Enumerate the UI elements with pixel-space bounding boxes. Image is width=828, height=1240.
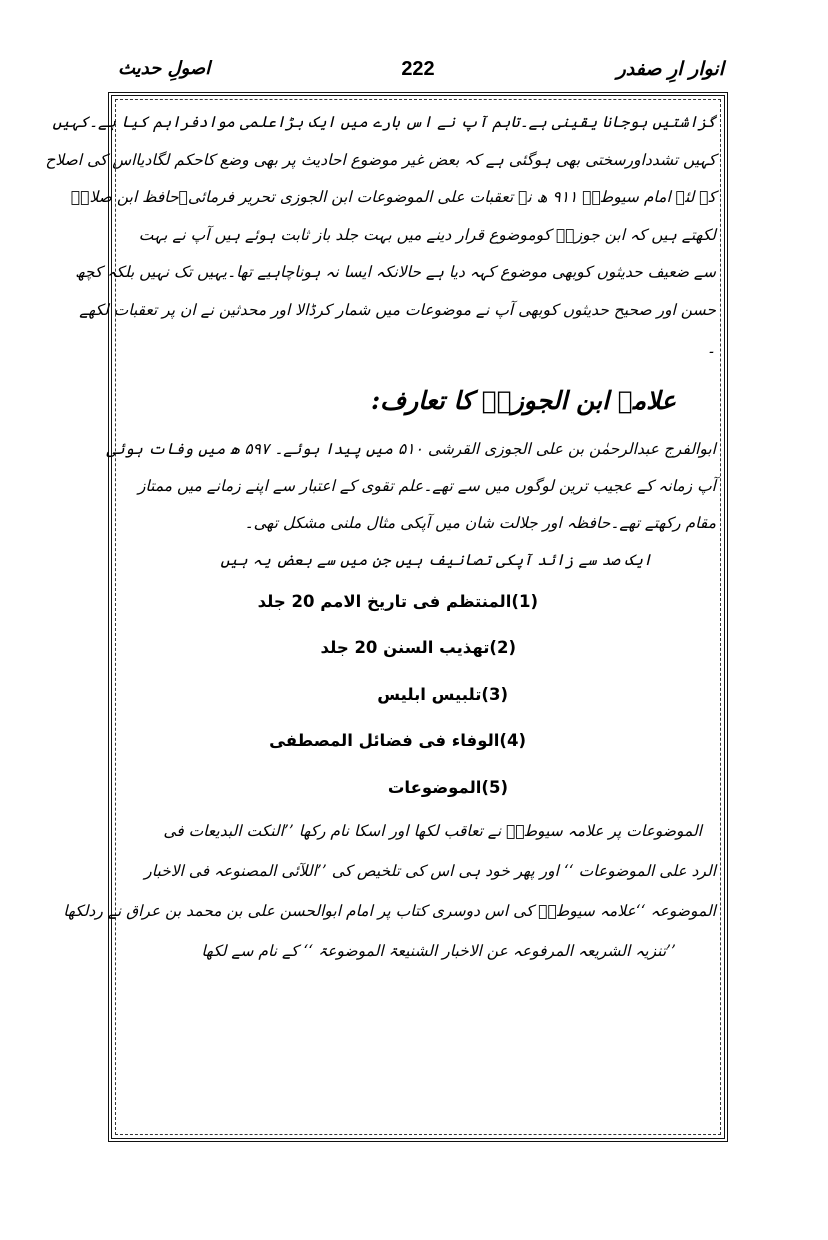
book-item: (4)الوفاء فی فضائل المصطفی bbox=[269, 731, 526, 750]
section-heading: علامہ ابن الجوزیؒ کا تعارف: bbox=[370, 385, 676, 415]
text-line: حسن اور صحیح حدیثوں کوبھی آپ نے موضوعات میں شمار کرڈالا اور محدثین نے ان پر تعقبات لکھے bbox=[79, 300, 716, 319]
paragraph-biography bbox=[106, 431, 716, 579]
paragraph-end-mark: ۔ bbox=[706, 338, 716, 357]
book-item: (1)المنتظم فی تاریخ الامم 20 جلد bbox=[257, 591, 538, 611]
text-line: کہیں تشدداورسختی بھی ہوگئی ہے کہ بعض غیر موضوع احادیث پر بھی وضع کاحکم لگادیااس کی اصلاح bbox=[45, 150, 716, 169]
text-line: ابوالفرج عبدالرحمٰن بن علی الجوزی القرشی ۵۱۰ میں پیدا ہوئے۔ ۵۹۷ ھ میں وفات ہوئی bbox=[106, 439, 716, 458]
text-line: کے لئے امام سیوطیؒ ۹۱۱ ھ نے تعقبات علی الموضوعات ابن الجوزی تحریر فرمائی۔حافظ ابن صلاحؒ bbox=[70, 188, 716, 206]
page-header bbox=[108, 58, 728, 92]
paragraph-criticism bbox=[45, 104, 716, 367]
paragraph-closing bbox=[63, 811, 716, 971]
text-line: الموضوعہ ‘‘علامہ سیوطیؒ کی اس دوسری کتاب پر امام ابوالحسن علی بن محمد بن عراق نے ردلکھا bbox=[63, 902, 716, 920]
text-line: مقام رکھتے تھے۔حافظہ اور جلالت شان میں آپکی مثال ملنی مشکل تھی۔ bbox=[244, 513, 716, 532]
text-line: لکھتے ہیں کہ ابن جوزیؒ کوموضوع قرار دینے میں بہت جلد باز ثابت ہوئے ہیں آپ نے بہت bbox=[138, 225, 716, 244]
text-line: الموضوعات پر علامہ سیوطیؒ نے تعاقب لکھا اور اسکا نام رکھا ’’النکت البدیعات فی bbox=[163, 822, 702, 840]
book-item: (2)تھذیب السنن 20 جلد bbox=[320, 638, 516, 657]
book-list bbox=[120, 579, 716, 812]
chapter-topic: اصولِ حدیث bbox=[118, 58, 211, 79]
book-item: (3)تلبیس ابلیس bbox=[377, 684, 508, 704]
text-line: گزاشتیں ہوجانا یقینی ہے۔تاہم آپ نے اس بارے میں ایک بڑاعلمی موادفراہم کیا ہے۔کہیں bbox=[52, 113, 716, 131]
book-item: (5)الموضوعات bbox=[387, 777, 508, 797]
works-intro: ایک صد سے زائد آپکی تصانیف ہیں جن میں سے بعض یہ ہیں bbox=[220, 550, 652, 569]
text-line: آپ زمانہ کے عجیب ترین لوگوں میں سے تھے۔علم تقوی کے اعتبار سے اپنے زمانے میں ممتاز bbox=[137, 476, 716, 495]
page-content bbox=[45, 104, 716, 971]
text-line: ’’تنزیہ الشریعہ المرفوعہ عن الاخبار الشنیعۃ الموضوعۃ ‘‘ کے نام سے لکھا bbox=[201, 942, 676, 960]
text-line: الرد علی الموضوعات ‘‘ اور پھر خود ہی اس کی تلخیص کی ’’اللآئی المصنوعہ فی الاخبار bbox=[144, 862, 716, 880]
text-line: سے ضعیف حدیثوں کوبھی موضوع کہہ دیا ہے حالانکہ ایسا نہ ہوناچاہیے تھا۔یہیں تک نہیں بلکہ کچھ bbox=[75, 263, 716, 281]
page-number: 222 bbox=[401, 58, 435, 80]
book-title: انوار ارِ صفدر bbox=[616, 58, 724, 80]
